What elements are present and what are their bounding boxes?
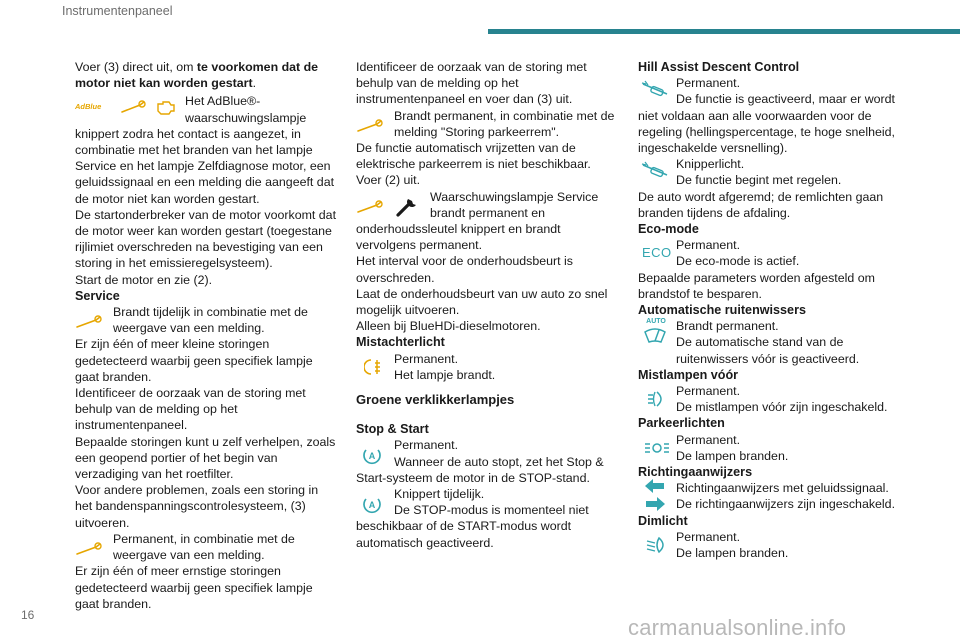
parking-lights-text-2: De lampen branden. — [676, 448, 789, 463]
adblue-icons — [75, 91, 177, 123]
hill-descent-icon — [640, 80, 670, 102]
service-icon-wrap — [75, 306, 103, 338]
service-item — [75, 531, 337, 563]
adblue-item — [75, 93, 337, 125]
column-right — [638, 59, 900, 561]
rear-fog-text-1: Permanent. — [394, 351, 459, 366]
turn-signals-heading: Richtingaanwijzers — [638, 465, 753, 480]
turn-signals-text-2: De richtingaanwijzers zijn ingeschakeld. — [676, 497, 896, 512]
svg-text:A: A — [368, 451, 376, 462]
paragraph: Laat de onderhoudsbeurt van uw auto zo snel mogelijk uitvoeren. — [356, 286, 608, 318]
stop-start-item — [356, 437, 618, 462]
stop-start-icon — [362, 445, 382, 465]
dipped-beam-icon — [644, 535, 668, 555]
eco-text-2: De eco-mode is actief. — [676, 254, 800, 269]
service-item — [75, 304, 337, 336]
hadc-text-1: Permanent. — [676, 76, 741, 91]
paragraph: Bepaalde storingen kunt u zelf verhelpen, zoals een geopend portier of het begin van verzadiging van het roetfilter. — [75, 434, 336, 482]
parking-brake-item — [356, 108, 618, 140]
parking-lights-text-1: Permanent. — [676, 432, 741, 447]
dipped-beam-item — [638, 529, 900, 561]
stop-start-icon-wrap — [362, 439, 382, 471]
service-wrench-icon — [356, 199, 384, 215]
stop-start-heading: Stop & Start — [356, 422, 429, 437]
rear-fog-item — [356, 351, 618, 383]
paragraph: Voer (2) uit. — [356, 173, 421, 188]
hadc-item — [638, 75, 900, 91]
eco-icon: ECO — [642, 245, 672, 261]
paragraph: Start de motor en zie (2). — [75, 272, 213, 287]
turn-signals-item — [638, 480, 900, 512]
stop-start-text-3: Knippert tijdelijk. — [394, 487, 485, 502]
maintenance-spanner-icon — [395, 196, 419, 218]
paragraph: De functie is geactiveerd, maar er wordt niet voldaan aan alle voorwaarden voor de regeling (hellingspercentage, te hoge snelheid, ingeschakelde versnelling). — [638, 92, 895, 156]
page-number: 16 — [21, 608, 35, 622]
turn-signals-icon-wrap — [644, 478, 666, 512]
service-heading: Service — [75, 288, 120, 303]
dipped-beam-heading: Dimlicht — [638, 513, 688, 528]
parking-lights-item — [638, 432, 900, 464]
paragraph: knippert zodra het contact is aangezet, in combinatie met het branden van het lampje Service en het lampje Zelfdiagnose motor, een geluidssignaal en een melding die aangeeft dat de motor niet kan worden gestart. — [75, 126, 335, 206]
hadc-icon-wrap — [640, 156, 670, 188]
green-lamps-heading: Groene verklikkerlampjes — [356, 392, 515, 408]
hadc-text-4: De functie begint met regelen. — [676, 173, 842, 188]
service-key-item — [356, 189, 618, 221]
rear-fog-text-2: Het lampje brandt. — [394, 367, 496, 382]
dipped-beam-icon-wrap — [644, 529, 668, 561]
eco-icon-wrap — [642, 237, 672, 269]
paragraph: Identificeer de oorzaak van de storing met behulp van de melding op het instrumentenpaneel en voer dan (3) uit. — [356, 60, 587, 107]
paragraph: Bepaalde parameters worden afgesteld om brandstof te besparen. — [638, 270, 875, 301]
wiper-heading: Automatische ruitenwissers — [638, 303, 806, 318]
service-text: Brandt tijdelijk in combinatie met de weergave van een melding. — [113, 305, 308, 336]
wiper-icon-wrap — [642, 318, 670, 346]
parking-brake-text: Brandt permanent, in combinatie met de melding "Storing parkeerrem". — [394, 108, 615, 139]
eco-item — [638, 237, 900, 269]
svg-text:A: A — [368, 500, 376, 511]
header-accent-bar — [488, 29, 960, 34]
column-middle — [356, 59, 618, 551]
hadc-item — [638, 156, 900, 188]
service-text: Permanent, in combinatie met de weergave van een melding. — [113, 531, 295, 563]
front-fog-text-2: De mistlampen vóór zijn ingeschakeld. — [676, 400, 888, 415]
adblue-icon: AdBlue — [75, 102, 102, 112]
hadc-text-3: Knipperlicht. — [676, 157, 745, 172]
front-fog-icon-wrap — [644, 383, 668, 415]
paragraph: Alleen bij BlueHDi-dieselmotoren. — [356, 319, 541, 334]
intro-paragraph: Voer (3) direct uit, om te voorkomen dat de motor niet kan worden gestart. — [75, 60, 319, 91]
paragraph: onderhoudssleutel knippert en brandt vervolgens permanent. — [356, 222, 561, 253]
stop-start-text-1: Permanent. — [394, 438, 459, 453]
windscreen-wiper-icon — [642, 326, 668, 346]
rear-fog-heading: Mistachterlicht — [356, 335, 445, 350]
paragraph: De startonderbreker van de motor voorkomt dat de motor weer kan worden gestart (toegestane rijlimiet overschreden na bevestiging van een storing in het emissieregelsysteem). — [75, 207, 337, 271]
service-key-icons — [356, 191, 419, 223]
adblue-text: Het AdBlue®-waarschuwingslampje — [185, 94, 307, 125]
service-icon-wrap — [75, 533, 103, 565]
front-fog-text-1: Permanent. — [676, 384, 741, 399]
dipped-beam-text-1: Permanent. — [676, 529, 741, 544]
front-fog-heading: Mistlampen vóór — [638, 367, 739, 382]
front-fog-icon — [644, 388, 668, 410]
rear-fog-icon — [364, 357, 386, 377]
eco-heading: Eco-mode — [638, 222, 699, 237]
paragraph: Identificeer de oorzaak van de storing met behulp van de melding op het instrumentenpaneel. — [75, 386, 306, 433]
service-wrench-icon — [75, 314, 103, 330]
parking-lights-icon — [642, 438, 672, 458]
turn-signals-text-1: Richtingaanwijzers met geluidssignaal. — [676, 481, 889, 496]
wiper-text-1: Brandt permanent. — [676, 319, 779, 334]
parking-lights-icon-wrap — [642, 432, 672, 464]
hadc-icon-wrap — [640, 75, 670, 107]
header-title: Instrumentenpaneel — [62, 4, 173, 18]
wiper-item — [638, 318, 900, 367]
paragraph: De functie automatisch vrijzetten van de elektrische parkeerrem is niet beschikbaar. — [356, 141, 591, 172]
paragraph: Voor andere problemen, zoals een storing in het bandenspanningscontrolesysteem, (3) uitvoeren. — [75, 483, 319, 530]
stop-start-icon-wrap — [362, 488, 382, 520]
paragraph: Er zijn één of meer kleine storingen gedetecteerd waarbij geen specifiek lampje gaat branden. — [75, 337, 313, 384]
eco-text-1: Permanent. — [676, 238, 741, 253]
wiper-auto-label: AUTO — [646, 318, 666, 326]
stop-start-icon — [362, 494, 382, 514]
turn-left-arrow-icon — [644, 478, 666, 494]
column-left — [75, 59, 337, 612]
paragraph: Het interval voor de onderhoudsbeurt is overschreden. — [356, 254, 573, 285]
parking-brake-icon-wrap — [356, 110, 384, 142]
paragraph: De STOP-modus is momenteel niet beschikbaar of de START-modus wordt automatisch geactiveerd. — [356, 503, 589, 550]
dipped-beam-text-2: De lampen branden. — [676, 546, 789, 561]
service-key-text: Waarschuwingslampje Service brandt permanent en — [430, 189, 599, 220]
service-wrench-icon — [356, 118, 384, 134]
paragraph: Er zijn één of meer ernstige storingen gedetecteerd waarbij geen specifiek lampje gaat branden. — [75, 564, 313, 611]
paragraph: De auto wordt afgeremd; de remlichten gaan branden tijdens de afdaling. — [638, 189, 884, 220]
service-wrench-icon — [120, 99, 146, 115]
turn-right-arrow-icon — [644, 496, 666, 512]
watermark: carmanualsonline.info — [628, 615, 847, 640]
hadc-heading: Hill Assist Descent Control — [638, 60, 800, 74]
front-fog-item — [638, 383, 900, 415]
rear-fog-icon-wrap — [364, 351, 386, 383]
hill-descent-icon — [640, 161, 670, 183]
stop-start-item — [356, 486, 618, 511]
parking-lights-heading: Parkeerlichten — [638, 416, 725, 431]
wiper-text-2: De automatische stand van de ruitenwissers vóór is geactiveerd. — [676, 335, 860, 366]
paragraph: Wanneer de auto stopt, zet het Stop & Start-systeem de motor in de STOP-stand. — [356, 454, 604, 485]
engine-diagnostic-icon — [155, 98, 177, 116]
service-wrench-icon — [75, 541, 103, 557]
